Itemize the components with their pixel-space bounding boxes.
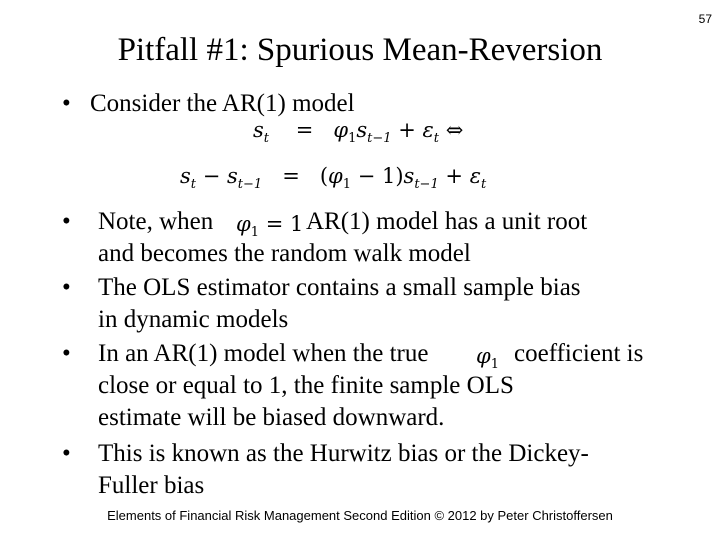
bullet-4-text-line2: close or equal to 1, the finite sample OLS <box>98 372 514 399</box>
phi-equals-one: $\varphi_1 = 1$ <box>236 212 304 241</box>
equation-1: $s_t$ = $\varphi_1s_{t-1} + \varepsilon_t$ ⇔ <box>253 118 464 147</box>
bullet-4-text-pre: In an AR(1) model when the true <box>98 340 429 367</box>
bullet-2-text-post: AR(1) model has a unit root <box>306 208 588 235</box>
bullet-3-text-line1: The OLS estimator contains a small sample bias <box>98 274 581 301</box>
bullet-dot: • <box>62 208 71 235</box>
bullet-5-text-line2: Fuller bias <box>98 472 205 499</box>
footer-citation: Elements of Financial Risk Management Second Edition © 2012 by Peter Christoffersen <box>107 508 613 523</box>
equation-2: $s_t - s_{t-1}$ = $(\varphi_1 - 1)s_{t-1} + \varepsilon_t$ <box>180 164 487 193</box>
bullet-dot: • <box>62 274 71 301</box>
bullet-4-text-line3: estimate will be biased downward. <box>98 404 445 431</box>
slide-number: 57 <box>698 12 712 26</box>
bullet-1-text: Consider the AR(1) model <box>90 90 355 117</box>
bullet-dot: • <box>62 440 71 467</box>
phi-symbol: $\varphi_1$ <box>476 344 499 373</box>
bullet-5-text-line1: This is known as the Hurwitz bias or the Dickey- <box>98 440 589 467</box>
bullet-dot: • <box>62 90 71 117</box>
bullet-3-text-line2: in dynamic models <box>98 306 289 333</box>
bullet-4-text-post: coefficient is <box>514 340 644 367</box>
bullet-dot: • <box>62 340 71 367</box>
slide-title: Pitfall #1: Spurious Mean-Reversion <box>117 32 603 68</box>
bullet-2-text-line2: and becomes the random walk model <box>98 240 471 267</box>
bullet-2-text-pre: Note, when <box>98 208 214 235</box>
